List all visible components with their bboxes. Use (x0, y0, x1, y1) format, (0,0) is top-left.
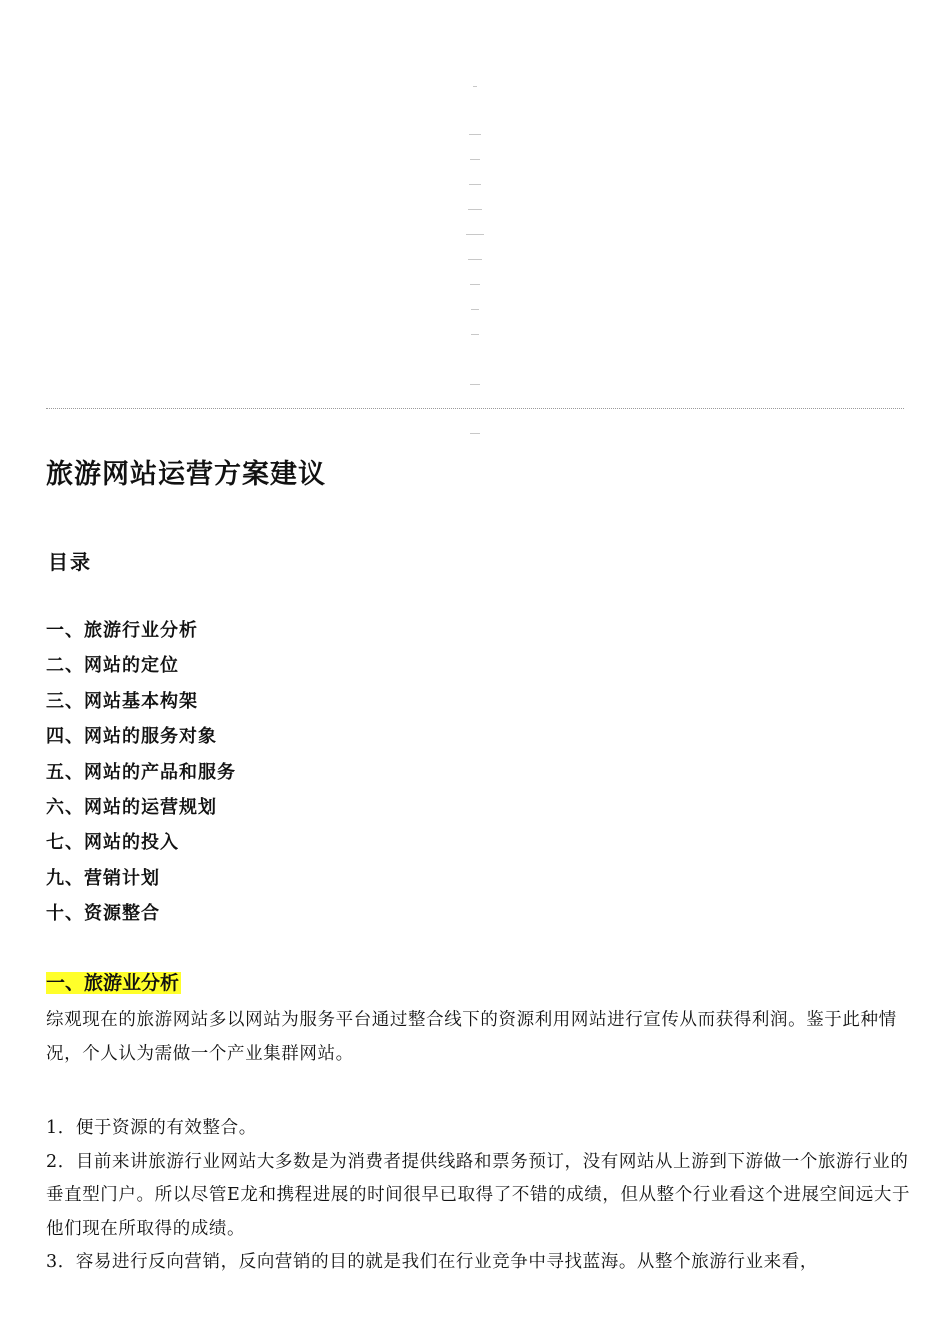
highlighted-heading-text: 一、旅游业分析 (46, 972, 180, 994)
analysis-point: 2．目前来讲旅游行业网站大多数是为消费者提供线路和票务预订，没有网站从上游到下游做一个旅游行业的垂直型门户。所以尽管E龙和携程进展的时间很早已取得了不错的成绩，但从整个行业看这个进展空间远大于他们现在所取得的成绩。 (46, 1151, 911, 1239)
separator-rule (46, 408, 904, 409)
header-mark (468, 209, 482, 210)
section-intro-paragraph: 综观现在的旅游网站多以网站为服务平台通过整合线下的资源利用网站进行宣传从而获得利润。鉴于此种情况，个人认为需做一个产业集群网站。 (46, 1010, 897, 1064)
document-title: 旅游网站运营方案建议 (46, 459, 326, 490)
toc-item[interactable]: 二、网站的定位 (46, 655, 179, 677)
header-mark (470, 159, 480, 160)
toc-item[interactable]: 一、旅游行业分析 (46, 620, 198, 641)
header-mark (471, 309, 479, 310)
section-heading (46, 969, 181, 997)
toc-heading: 目录 (48, 550, 92, 574)
analysis-points (46, 1112, 916, 1280)
toc-item[interactable]: 三、网站基本构架 (46, 690, 198, 712)
header-mark (471, 334, 479, 335)
header-marks (0, 80, 950, 440)
analysis-point: 3．容易进行反向营销，反向营销的目的就是我们在行业竞争中寻找蓝海。从整个旅游行业来看， (46, 1252, 818, 1272)
header-mark (473, 86, 477, 87)
toc-item[interactable]: 九、营销计划 (46, 867, 160, 889)
toc-item[interactable]: 十、资源整合 (46, 903, 160, 925)
toc-item[interactable]: 四、网站的服务对象 (46, 726, 217, 748)
header-mark (470, 284, 480, 285)
toc-item[interactable]: 七、网站的投入 (46, 832, 179, 854)
toc-item[interactable]: 六、网站的运营规划 (46, 796, 217, 818)
table-of-contents (46, 619, 236, 938)
header-mark (466, 234, 484, 235)
header-mark (469, 134, 481, 135)
toc-item[interactable]: 五、网站的产品和服务 (46, 761, 236, 783)
header-mark (470, 384, 480, 385)
header-mark (468, 259, 482, 260)
analysis-point: 1．便于资源的有效整合。 (46, 1118, 257, 1138)
header-mark (469, 184, 481, 185)
header-mark (470, 433, 480, 434)
